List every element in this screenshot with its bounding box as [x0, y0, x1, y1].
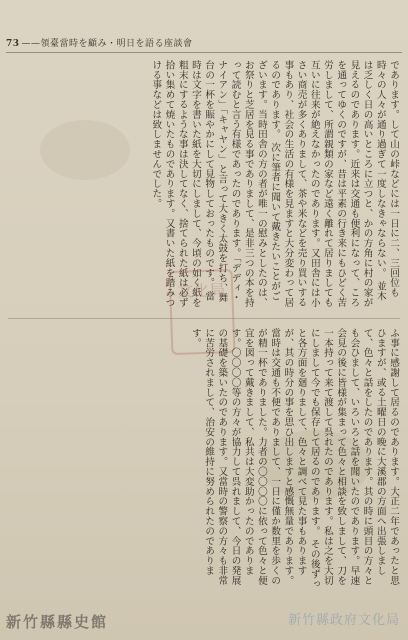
header-rule	[6, 52, 402, 53]
page-header	[6, 36, 402, 50]
article-title: ——領臺當時を顧み・明日を語る座談會	[21, 39, 193, 49]
footer-archive-logo: 新竹縣縣史館	[6, 613, 109, 631]
top-text-block: であります。して山の峠などには一日に二、三回位も時々の人々が通り過ぎて一度しなきゃならない。 並木は乏しく日の高いところに立つと、かの方角に村の家が見えるのであります。近来は交通も便利になって、ころを通ってゆくのですが、昔は平素の行き来にもひどく苦労しまして、所謂親類の家など遠く離れて居りましても互いに往来が絶えなかったのであります。又田舎には小さい商売が多くありまして、茶や米などを売り買いする事もあり、社会の生活の有様を見ますと大分変わって居るのであります。 次に筆者に聞いて戴きたいことがございます。当時田舎の方の者が唯一の慰みとしたのは、お祭りと芝居を見る事でありまして、是非三つの本を持って読むと言う有様であったのであります。「デディ・ナイアン」「キャヤン」と言って大きく太鼓を打ち、舞台の一杯を賑やかにして見物しておったものです。 當時は文字を書いた紙を大切にしまして、今頃の如く紙を粗末にするような事は決してなく、捨てられた紙は必ず拾い集めて焼いたものであります。又書いた紙を踏みつける事などは致しませんでした。	[150, 60, 399, 308]
footer-watermark: 新竹縣政府文化局	[287, 613, 400, 628]
stamp-text: 文化局	[176, 280, 226, 301]
page-number: 73	[6, 39, 20, 49]
bottom-text-block: ふ事に感謝して居るのであります。大正二年であったと思ひますが、或る土曜日の晩に大溪郡の方面へ出張しまして、色々と話をしたのであります。其の時に頭目の方々とも会ひまして、いろいろと話を聞いたのであります。早速会見の後に皆様が集まって色々と相談を致しまして、刀を一本持って来て渡して呉れたのであります。私は之を大切にしまして今でも保存して居るのであります。 その後ずっと各方面を廻りまして、色々と調べて見た事もありますが、其の時分の事を思ひ出しますと感慨無量であります。當時は交通も不便でありまして、一日に僅か数里を歩くのが精一杯でありました。力者の〇〇〇〇に依って色々と便宜を図って戴きまして、私共は大変助かったのであります。〇〇〇〇等の方々が協力して呉れまして、今日の発展の基礎を築いたのであります。又當時の警察の方々も非常に苦労されまして、治安の維持に努められたのであります。	[189, 328, 399, 589]
